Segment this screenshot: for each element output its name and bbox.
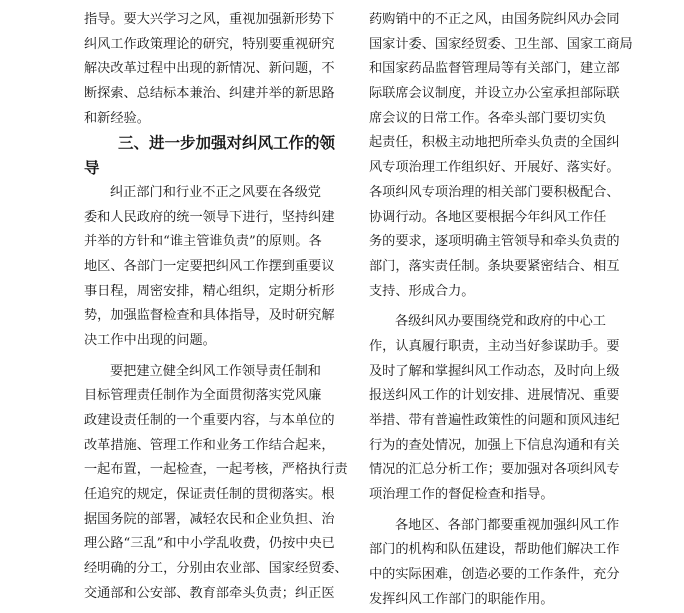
text-line: 经明确的分工，分别由农业部、国家经贸委、: [84, 561, 348, 577]
text-line: 目标管理责任制作为全面贯彻落实党风廉: [84, 388, 322, 404]
text-line: 支持、形成合力。: [369, 283, 475, 299]
text-line: 交通部和公安部、教育部牵头负责；纠正医: [84, 585, 335, 601]
text-line: 理公路“三乱”和中小学乱收费，仍按中央已: [84, 536, 335, 552]
right-column: [369, 8, 637, 613]
text-line: 解决改革过程中出现的新情况、新问题，不: [84, 61, 335, 77]
text-line: 委和人民政府的统一领导下进行，坚持纠建: [84, 209, 335, 225]
text-line: 断探索、总结标本兼治、纠建并举的新思路: [84, 86, 335, 102]
paragraph: [369, 514, 637, 613]
text-line: 举措、带有普遍性政策性的问题和顶风违纪: [369, 413, 620, 428]
text-line: 及时了解和掌握纠风工作动态，及时向上级: [369, 363, 620, 379]
text-line: 情况的汇总分析工作；要加强对各项纠风专: [369, 462, 620, 478]
text-line: 和新经验。: [84, 110, 150, 126]
text-line: 协调行动。各地区要根据今年纠风工作任: [369, 209, 607, 225]
text-line: 据国务院的部署，减轻农民和企业负担、治: [84, 511, 335, 527]
paragraph: [369, 310, 637, 508]
text-line: 任追究的规定，保证责任制的贯彻落实。根: [84, 487, 335, 503]
text-line: 务的要求，逐项明确主管领导和牵头负责的: [369, 234, 620, 250]
text-line: 各级纠风办要围绕党和政府的中心工: [395, 314, 606, 330]
text-line: 风专项治理工作组织好、开展好、落实好。: [369, 160, 620, 176]
text-line: 各项纠风专项治理的相关部门要积极配合、: [369, 184, 620, 200]
text-line: 行为的查处情况，加强上下信息沟通和有关: [369, 437, 620, 453]
text-line: 政建设责任制的一个重要内容，与本单位的: [84, 413, 335, 428]
text-line: 决工作中出现的问题。: [84, 332, 216, 348]
section-heading: [84, 131, 352, 180]
text-line: 事日程，周密安排，精心组织，定期分析形: [84, 283, 335, 299]
paragraph: [84, 181, 352, 354]
intro-paragraph: [84, 8, 352, 131]
text-line: 改革措施、管理工作和业务工作结合起来，: [84, 437, 335, 453]
text-line: 发挥纠风工作部门的职能作用。: [369, 591, 554, 607]
text-line: 并举的方针和“谁主管谁负责”的原则。各: [84, 234, 322, 250]
text-line: 要把建立健全纠风工作领导责任制和: [110, 363, 321, 379]
text-line: 项治理工作的督促检查和指导。: [369, 487, 554, 503]
text-line: 一起布置，一起检查，一起考核，严格执行责: [84, 462, 348, 478]
text-line: 中的实际困难，创造必要的工作条件，充分: [369, 567, 620, 583]
paragraph: [369, 8, 637, 304]
text-line: 部门的机构和队伍建设，帮助他们解决工作: [369, 542, 620, 558]
text-line: 纠风工作政策理论的研究，特别要重视研究: [84, 36, 335, 52]
text-line: 作，认真履行职责，主动当好参谋助手。要: [369, 338, 620, 354]
text-line: 指导。要大兴学习之风，重视加强新形势下: [84, 12, 335, 27]
text-line: 地区、各部门一定要把纠风工作摆到重要议: [84, 258, 335, 274]
text-line: 纠正部门和行业不正之风要在各级党: [110, 184, 321, 200]
text-line: 报送纠风工作的计划安排、进展情况、重要: [369, 388, 620, 404]
paragraph: [84, 360, 352, 607]
text-line: 际联席会议制度，并设立办公室承担部际联: [369, 86, 620, 102]
text-line: 和国家药品监督管理局等有关部门，建立部: [369, 61, 620, 77]
text-line: 席会议的日常工作。各牵头部门要切实负: [369, 110, 607, 126]
text-line: 部门，落实责任制。条块要紧密结合、相互: [369, 258, 620, 274]
text-line: 势，加强监督检查和具体指导，及时研究解: [84, 308, 335, 324]
text-line: 各地区、各部门都要重视加强纠风工作: [395, 517, 620, 533]
heading-line: 三、进一步加强对纠风工作的领: [118, 134, 336, 153]
left-column: [84, 8, 352, 607]
text-line: 药购销中的不正之风，由国务院纠风办会同: [369, 12, 620, 27]
text-line: 国家计委、国家经贸委、卫生部、国家工商局: [369, 36, 633, 52]
heading-line: 导: [84, 159, 100, 178]
text-line: 起责任，积极主动地把所牵头负责的全国纠: [369, 135, 620, 151]
